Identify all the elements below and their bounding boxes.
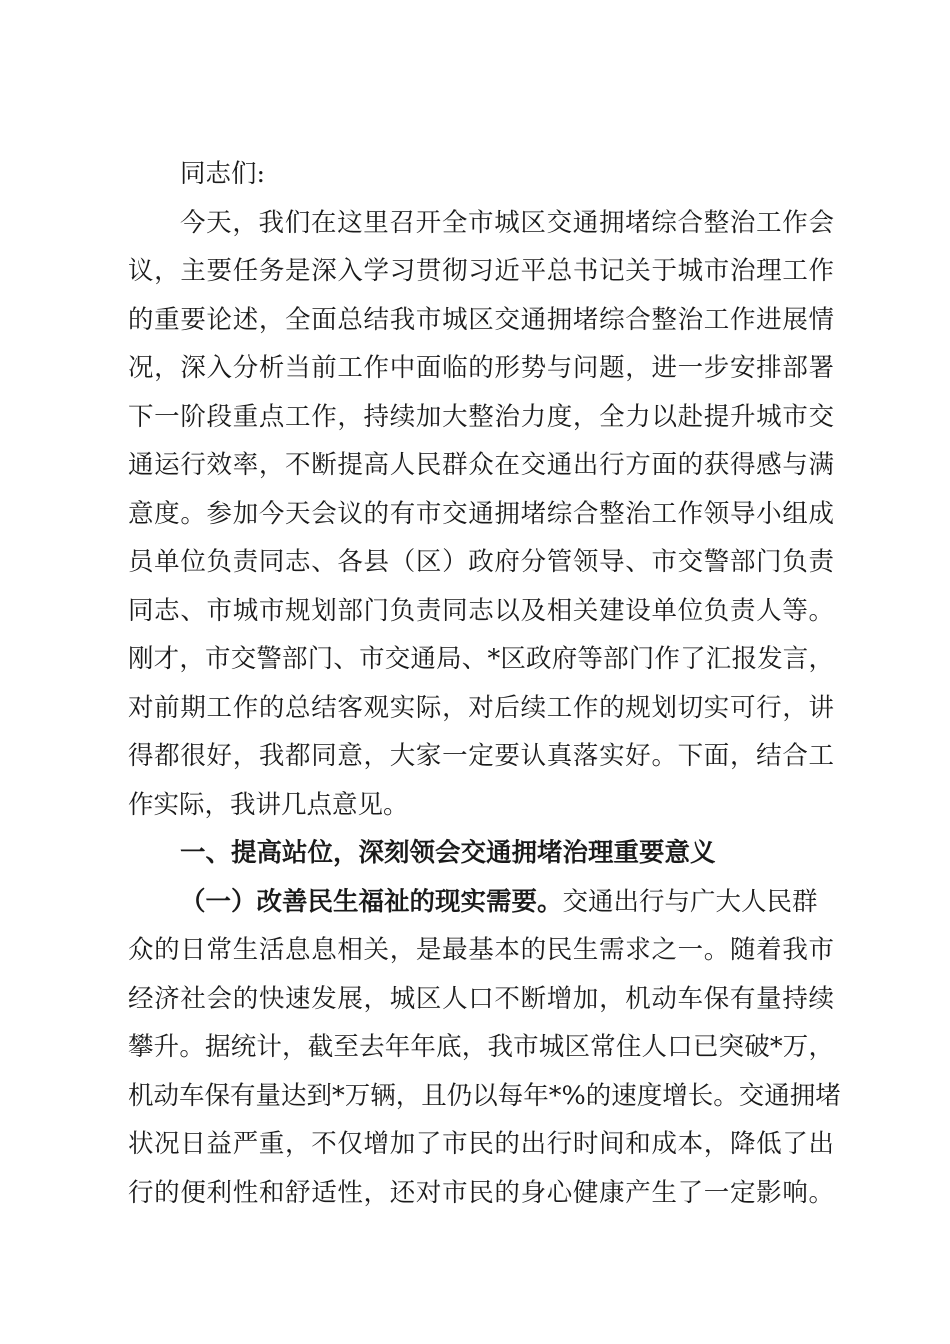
- paragraph-line: 得都很好，我都同意，大家一定要认真落实好。下面，结合工: [128, 741, 834, 771]
- paragraph-line: 经济社会的快速发展，城区人口不断增加，机动车保有量持续: [128, 983, 834, 1014]
- greeting: 同志们:: [180, 159, 266, 189]
- paragraph-line: 意度。参加今天会议的有市交通拥堵综合整治工作领导小组成: [128, 498, 834, 529]
- paragraph-opening: [128, 199, 834, 830]
- paragraph-line: 况，深入分析当前工作中面临的形势与问题，进一步安排部署: [128, 353, 834, 383]
- paragraph-line: 攀升。据统计，截至去年年底，我市城区常住人口已突破*万，: [128, 1032, 834, 1062]
- subsection-first-line: [128, 878, 834, 927]
- paragraph-line: 状况日益严重，不仅增加了市民的出行时间和成本，降低了出: [128, 1129, 834, 1159]
- subsection-title: （一）改善民生福祉的现实需要。: [180, 886, 563, 917]
- subsection-first-line-text: 交通出行与广大人民群: [562, 886, 818, 917]
- paragraph-line: 通运行效率，不断提高人民群众在交通出行方面的获得感与满: [128, 450, 834, 480]
- paragraph-line: 众的日常生活息息相关，是最基本的民生需求之一。随着我市: [128, 935, 834, 965]
- paragraph-line: 对前期工作的总结客观实际，对后续工作的规划切实可行，讲: [128, 692, 834, 723]
- paragraph-line: 的重要论述，全面总结我市城区交通拥堵综合整治工作进展情: [128, 304, 834, 335]
- paragraph-line: 刚才，市交警部门、市交通局、*区政府等部门作了汇报发言，: [128, 644, 834, 674]
- paragraph-line: 机动车保有量达到*万辆，且仍以每年*%的速度增长。交通拥堵: [128, 1080, 841, 1111]
- section-heading: 一、提高站位，深刻领会交通拥堵治理重要意义: [180, 838, 716, 868]
- paragraph-line: 议，主要任务是深入学习贯彻习近平总书记关于城市治理工作: [128, 256, 834, 286]
- paragraph-line: 行的便利性和舒适性，还对市民的身心健康产生了一定影响。: [128, 1177, 834, 1208]
- paragraph-line: 今天，我们在这里召开全市城区交通拥堵综合整治工作会: [180, 207, 834, 238]
- paragraph-line: 员单位负责同志、各县（区）政府分管领导、市交警部门负责: [128, 547, 834, 577]
- document-page: [128, 150, 841, 1217]
- paragraph-line: 作实际，我讲几点意见。: [128, 789, 409, 820]
- paragraph-line: 同志、市城市规划部门负责同志以及相关建设单位负责人等。: [128, 595, 834, 626]
- paragraph-subsection: [128, 878, 841, 1218]
- paragraph-line: 下一阶段重点工作，持续加大整治力度，全力以赴提升城市交: [128, 401, 834, 432]
